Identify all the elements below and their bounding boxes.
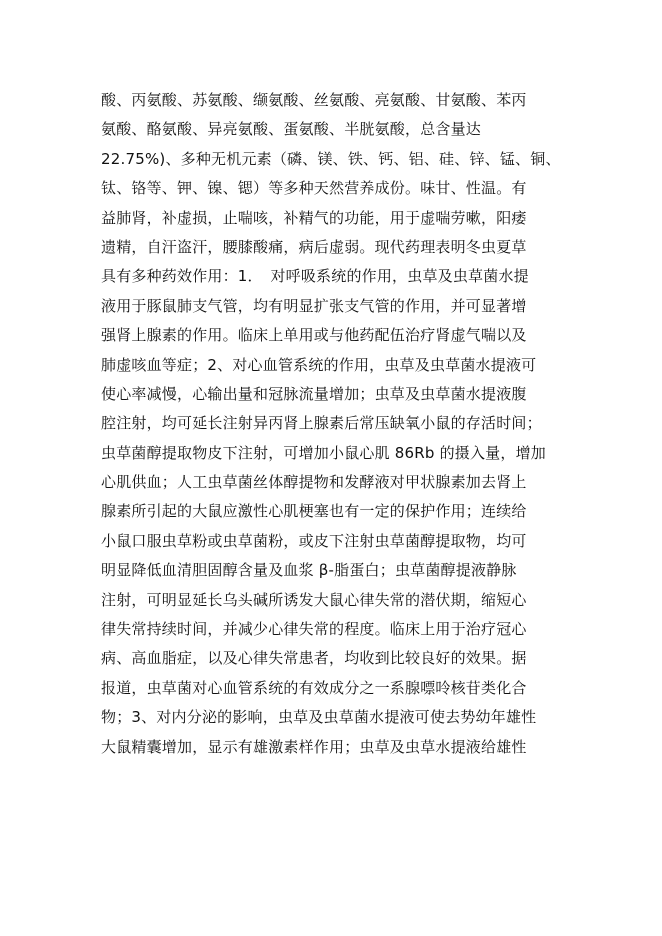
body-text (101, 86, 581, 762)
text-line: 钛、铬等、钾、镍、锶）等多种天然营养成份。味甘、性温。有 (101, 179, 527, 198)
text-line: 具有多种药效作用：1． 对呼吸系统的作用，虫草及虫草菌水提 (101, 267, 529, 286)
text-line: 遗精，自汗盗汗，腰膝酸痛，病后虚弱。现代药理表明冬虫夏草 (101, 237, 527, 256)
text-line: 酸、丙氨酸、苏氨酸、缬氨酸、丝氨酸、亮氨酸、甘氨酸、苯丙 (101, 91, 527, 109)
text-line: 大鼠精囊增加，显示有雄激素样作用；虫草及虫草水提液给雄性 (101, 737, 527, 756)
text-line: 氨酸、酪氨酸、异亮氨酸、蛋氨酸、半胱氨酸，总含量达 (101, 120, 482, 139)
text-line: 使心率减慢，心输出量和冠脉流量增加；虫草及虫草菌水提液腹 (101, 384, 527, 403)
text-line: 腺素所引起的大鼠应激性心肌梗塞也有一定的保护作用；连续给 (101, 502, 527, 521)
text-line: 病、高血脂症，以及心律失常患者，均收到比较良好的效果。据 (101, 649, 527, 668)
text-line: 液用于豚鼠肺支气管，均有明显扩张支气管的作用，并可显著增 (101, 296, 527, 315)
text-line: 注射，可明显延长乌头碱所诱发大鼠心律失常的潜伏期，缩短心 (101, 590, 527, 609)
text-line: 物；3、对内分泌的影响，虫草及虫草菌水提液可使去势幼年雄性 (101, 708, 537, 727)
text-line: 报道，虫草菌对心血管系统的有效成分之一系腺嘌呤核苷类化合 (101, 678, 527, 697)
text-line: 心肌供血；人工虫草菌丝体醇提物和发酵液对甲状腺素加去肾上 (101, 473, 527, 492)
text-line: 律失常持续时间，并减少心律失常的程度。临床上用于治疗冠心 (101, 620, 527, 639)
text-line: 肺虚咳血等症；2、对心血管系统的作用，虫草及虫草菌水提液可 (101, 355, 537, 374)
text-line: 明显降低血清胆固醇含量及血浆 β-脂蛋白；虫草菌醇提液静脉 (101, 561, 517, 580)
text-line: 腔注射，均可延长注射异丙肾上腺素后常压缺氧小鼠的存活时间； (101, 414, 542, 433)
text-line: 22.75%)、多种无机元素（磷、镁、铁、钙、铝、硅、锌、锰、铜、 (101, 149, 561, 168)
text-line: 小鼠口服虫草粉或虫草菌粉，或皮下注射虫草菌醇提取物，均可 (101, 531, 527, 550)
text-line: 益肺肾，补虚损，止喘咳，补精气的功能，用于虚喘劳嗽，阳痿 (101, 208, 527, 227)
text-line: 强肾上腺素的作用。临床上单用或与他药配伍治疗肾虚气喘以及 (101, 326, 527, 345)
text-line: 虫草菌醇提取物皮下注射，可增加小鼠心肌 86Rb 的摄入量，增加 (101, 443, 546, 462)
